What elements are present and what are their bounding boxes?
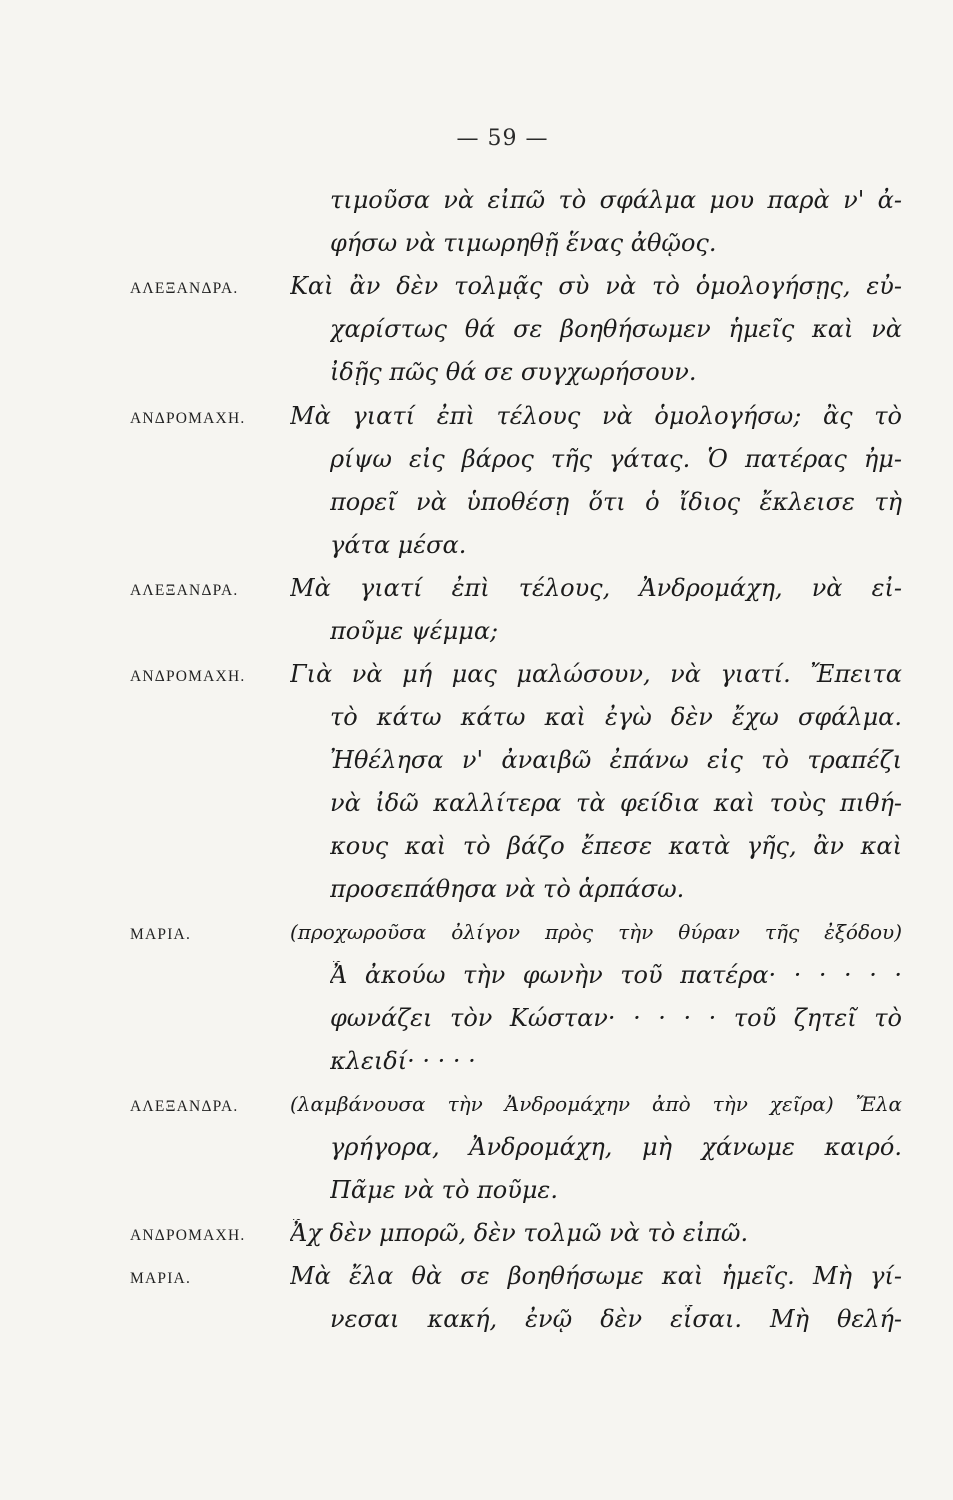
dialogue-line: τὸ κάτω κάτω καὶ ἐγὼ δὲν ἔχω σφάλμα. [330,703,902,731]
dialogue-line: τιμοῦσα νὰ εἰπῶ τὸ σφάλμα μου παρὰ ν' ἀ- [330,186,902,214]
dialogue-line: Μὰ ἔλα θὰ σε βοηθήσωμε καὶ ἡμεῖς. Μὴ γί- [290,1262,902,1290]
stage-direction-line: (προχωροῦσα ὀλίγον πρὸς τὴν θύραν τῆς ἐξόδου) [290,920,902,944]
dialogue-line: χαρίστως θά σε βοηθήσωμεν ἡμεῖς καὶ νὰ [330,315,902,343]
dialogue-line: προσεπάθησα νὰ τὸ ἁρπάσω. [330,875,685,903]
dialogue-line: Ἠθέλησα ν' ἀναιβῶ ἐπάνω εἰς τὸ τραπέζι [330,746,902,774]
stage-direction-line: (λαμβάνουσα τὴν Ἀνδρομάχην ἀπὸ τὴν χεῖρα) Ἔλα [290,1092,902,1116]
speaker-name: ΑΛΕΞΑΝΔΡΑ. [130,582,239,599]
dialogue-line: φήσω νὰ τιμωρηθῇ ἕνας ἀθῷος. [330,229,717,257]
dialogue-line: γρήγορα, Ἀνδρομάχη, μὴ χάνωμε καιρό. [330,1133,902,1161]
speaker-name: ΑΝΔΡΟΜΑΧΗ. [130,668,246,685]
dialogue-line: ποῦμε ψέμμα; [330,617,499,645]
dialogue-line: Γιὰ νὰ μή μας μαλώσουν, νὰ γιατί. Ἔπειτα [290,660,902,688]
dialogue-line: Ἆχ δὲν μπορῶ, δὲν τολμῶ νὰ τὸ εἰπῶ. [290,1219,749,1247]
page-number: — 59 — [456,126,549,151]
speaker-name: ΑΛΕΞΑΝΔΡΑ. [130,280,239,297]
dialogue-line: νὰ ἰδῶ καλλίτερα τὰ φείδια καὶ τοὺς πιθή- [330,789,902,817]
dialogue-line: Πᾶμε νὰ τὸ ποῦμε. [330,1176,558,1204]
dialogue-line: κλειδί· · · · · [330,1047,476,1075]
dialogue-line: ἰδῇς πῶς θά σε συγχωρήσουν. [330,358,697,386]
speaker-name: ΜΑΡΙΑ. [130,926,192,943]
dialogue-line: ρίψω εἰς βάρος τῆς γάτας. Ὁ πατέρας ἠμ- [330,445,902,473]
dialogue-line: Ἆ ἀκούω τὴν φωνὴν τοῦ πατέρα· · · · · · [330,961,902,989]
dialogue-line: νεσαι κακή, ἐνῷ δὲν εἶσαι. Μὴ θελή- [330,1305,902,1333]
speaker-name: ΑΛΕΞΑΝΔΡΑ. [130,1098,239,1115]
speaker-name: ΑΝΔΡΟΜΑΧΗ. [130,1227,246,1244]
speaker-name: ΑΝΔΡΟΜΑΧΗ. [130,410,246,427]
dialogue-line: πορεῖ νὰ ὑποθέσῃ ὅτι ὁ ἴδιος ἔκλεισε τὴ [330,488,902,516]
speaker-name: ΜΑΡΙΑ. [130,1270,192,1287]
dialogue-line: Μὰ γιατί ἐπὶ τέλους νὰ ὁμολογήσω; ἂς τὸ [290,402,902,430]
dialogue-line: κους καὶ τὸ βάζο ἔπεσε κατὰ γῆς, ἂν καὶ [330,832,902,860]
dialogue-line: Μὰ γιατί ἐπὶ τέλους, Ἀνδρομάχη, νὰ εἰ- [290,574,902,602]
dialogue-line: φωνάζει τὸν Κώσταν· · · · · τοῦ ζητεῖ τὸ [330,1004,902,1032]
dialogue-line: Καὶ ἂν δὲν τολμᾷς σὺ νὰ τὸ ὁμολογήσῃς, εὐ- [290,272,902,300]
dialogue-line: γάτα μέσα. [330,531,467,559]
